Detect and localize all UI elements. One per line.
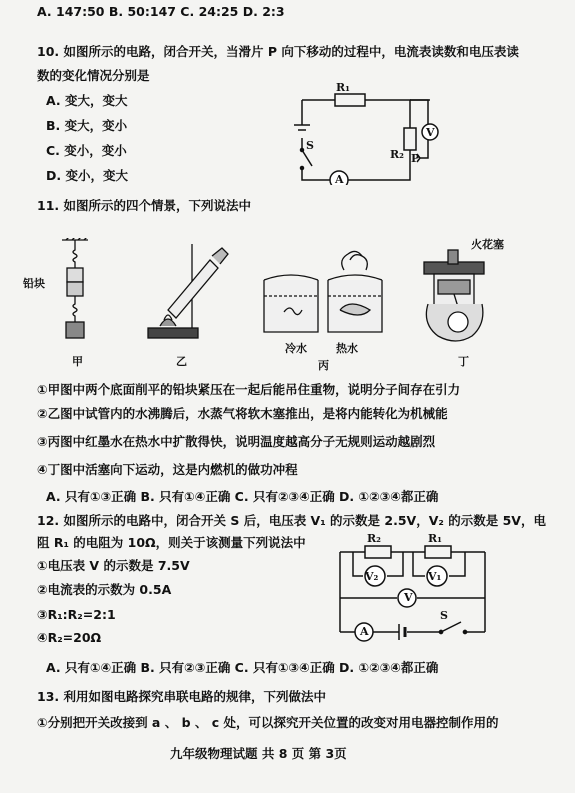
q10-circuit-diagram <box>290 80 440 185</box>
q12-label-v1: V₁ <box>428 570 442 583</box>
q11-label-hot-water: 热水 <box>336 342 358 355</box>
q10-label-r1: R₁ <box>336 81 350 94</box>
q10-label-v: V <box>426 126 435 139</box>
q10-label-r2: R₂ <box>390 148 404 161</box>
q11-figure-yi-test-tube <box>140 240 240 345</box>
q11-label-jia: 甲 <box>72 355 83 368</box>
q12-stem-line2: 阻 R₁ 的电阻为 10Ω，则关于该测量下列说法中 <box>37 535 306 550</box>
q11-label-lead: 铅块 <box>23 277 45 290</box>
q12-label-v: V <box>404 591 413 604</box>
q13-stem: 13. 利用如图电路探究串联电路的规律，下列做法中 <box>37 689 326 704</box>
q12-stem-line1: 12. 如图所示的电路中，闭合开关 S 后，电压表 V₁ 的示数是 2.5V，V₂ 的示数是 5V，电 <box>37 513 546 528</box>
q10-stem-line2: 数的变化情况分别是 <box>37 68 150 83</box>
q9-options: A. 147:50 B. 50:147 C. 24:25 D. 2:3 <box>37 4 285 19</box>
q12-statement-1: ①电压表 V 的示数是 7.5V <box>37 558 190 573</box>
q12-label-r2: R₂ <box>367 532 381 545</box>
q12-statement-4: ④R₂=20Ω <box>37 630 102 645</box>
q12-options: A. 只有①④正确 B. 只有②③正确 C. 只有①③④正确 D. ①②③④都正确 <box>46 660 439 675</box>
q11-label-bing: 丙 <box>318 359 329 372</box>
q10-option-d: D. 变小，变大 <box>46 168 128 183</box>
q10-option-c: C. 变小，变小 <box>46 143 127 158</box>
q10-label-a: A <box>335 173 344 186</box>
q11-label-spark-plug: 火花塞 <box>471 238 504 251</box>
q11-stem: 11. 如图所示的四个情景，下列说法中 <box>37 198 251 213</box>
q11-options: A. 只有①③正确 B. 只有①④正确 C. 只有②③④正确 D. ①②③④都正确 <box>46 489 439 504</box>
q12-label-v2: V₂ <box>365 570 379 583</box>
q10-label-p: P <box>411 152 420 165</box>
q11-statement-4: ④丁图中活塞向下运动，这是内燃机的做功冲程 <box>37 462 298 477</box>
page-footer: 九年级物理试题 共 8 页 第 3页 <box>170 746 347 761</box>
q11-label-yi: 乙 <box>176 355 187 368</box>
q12-label-r1: R₁ <box>428 532 442 545</box>
q12-statement-3: ③R₁:R₂=2:1 <box>37 607 116 622</box>
q11-figure-bing-beakers <box>258 240 388 340</box>
q11-figure-jia-lead-blocks <box>40 238 110 343</box>
q11-statement-2: ②乙图中试管内的水沸腾后，水蒸气将软木塞推出，是将内能转化为机械能 <box>37 406 448 421</box>
q12-label-a: A <box>360 625 369 638</box>
q12-label-s: S <box>440 609 448 622</box>
q10-label-s: S <box>306 139 314 152</box>
q10-stem-line1: 10. 如图所示的电路，闭合开关，当滑片 P 向下移动的过程中，电流表读数和电压表读 <box>37 44 519 59</box>
q11-label-ding: 丁 <box>458 355 469 368</box>
q11-figure-ding-engine <box>418 244 498 344</box>
q12-statement-2: ②电流表的示数为 0.5A <box>37 582 172 597</box>
q10-option-b: B. 变大，变小 <box>46 118 128 133</box>
q13-statement-1: ①分别把开关改接到 a 、 b 、 c 处，可以探究开关位置的改变对用电器控制作用的 <box>37 715 499 730</box>
q11-label-cold-water: 冷水 <box>285 342 307 355</box>
q11-statement-3: ③丙图中红墨水在热水中扩散得快，说明温度越高分子无规则运动越剧烈 <box>37 434 436 449</box>
q11-statement-1: ①甲图中两个底面削平的铅块紧压在一起后能吊住重物，说明分子间存在引力 <box>37 382 461 397</box>
q10-option-a: A. 变大，变大 <box>46 93 128 108</box>
